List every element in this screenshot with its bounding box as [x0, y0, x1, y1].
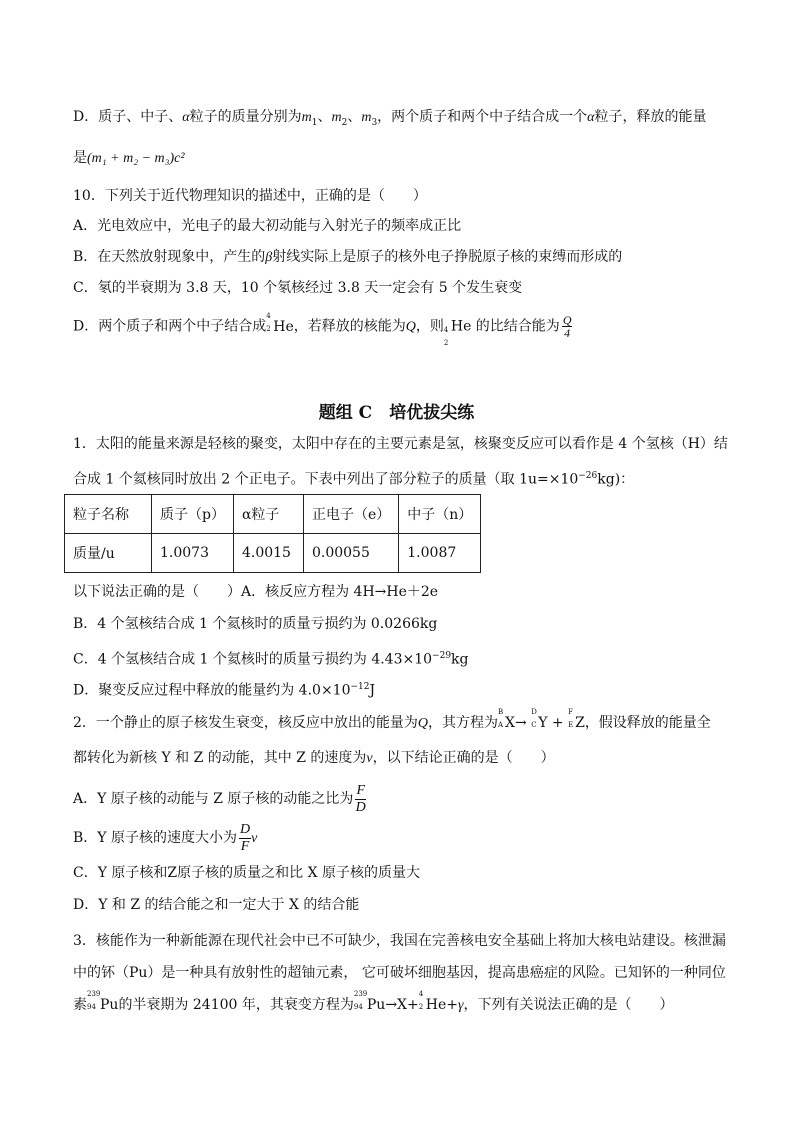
table-header-cell: 粒子名称 — [65, 495, 152, 534]
q10-option-d: D．两个质子和两个中子结合成 4 2 He，若释放的核能为Q，则 4 2 He 的比结合能为 $\frac{Q}{4}$ — [73, 311, 572, 347]
p1-line1: 1．太阳的能量来源是轻核的聚变，太阳中存在的主要元素是氢，核聚变反应可以看作是 4 个氢核（H）结 — [73, 436, 728, 452]
p2-option-d: D．Y 和 Z 的结合能之和一定大于 X 的结合能 — [73, 897, 360, 913]
q10-option-b: B．在天然放射现象中，产生的β射线实际上是原子的核外电子挣脱原子核的束缚而形成的 — [73, 249, 623, 265]
p2-line1: 2．一个静止的原子核发生衰变，核反应中放出的能量为Q，其方程为 B A X→ D C Y + F E Z，假设释放的能量全 — [73, 708, 711, 731]
table-header-cell: 正电子（e） — [303, 495, 398, 534]
p1-line2: 合成 1 个氦核同时放出 2 个正电子。下表中列出了部分粒子的质量（取 $1u=\times 10^{-26}kg$)： — [73, 471, 635, 488]
plutonium-nuclide-2: 239 94 Pu — [353, 990, 386, 1013]
f-over-d-fraction: $\frac{F}{D}$ — [355, 782, 366, 815]
table-header-row — [65, 495, 481, 534]
table-cell: 质量/u — [65, 534, 152, 573]
table-header-cell: 中子（n） — [399, 495, 481, 534]
q10-option-c: C．氡的半衰期为 3.8 天，10 个氡核经过 3.8 天一定会有 5 个发生衰变 — [73, 280, 523, 296]
p3-line2: 中的钚（Pu）是一种具有放射性的超铀元素， 它可破坏细胞基因，提高患癌症的风险。已知钚的一种同位 — [73, 965, 726, 981]
p2-option-c: C．Y 原子核和Z原子核的质量之和比 X 原子核的质量大 — [73, 865, 420, 881]
p1-option-d: D．聚变反应过程中释放的能量约为 $4.0\times 10^{-12}J$ — [73, 682, 376, 699]
helium-nuclide-3: 4 2 He+ — [418, 990, 458, 1013]
table-cell: 1.0087 — [399, 534, 481, 573]
helium-nuclide: 4 2 He — [266, 311, 294, 335]
d-over-f-fraction: $\frac{D}{F}$ — [239, 821, 251, 854]
p1-option-b: B．4 个氢核结合成 1 个氦核时的质量亏损约为 0.0266kg — [73, 616, 438, 632]
plutonium-nuclide: 239 94 Pu — [87, 990, 119, 1013]
nuclide-x: B A X — [498, 708, 515, 731]
energy-formula: (m₁ + m₂ − m₃)c² — [87, 151, 185, 166]
p3-line3: 素 239 94 Pu的半衰期为 24100 年，其衰变方程为 239 94 Pu→X+ 4 2 He+γ，下列有关说法正确的是（ ） — [73, 990, 674, 1013]
table-row — [65, 534, 481, 573]
p1-after-table: 以下说法正确的是（ ）A．核反应方程为 4H→He＋2e — [73, 584, 439, 600]
table-header-cell: α粒子 — [233, 495, 303, 534]
particle-mass-table — [64, 494, 481, 573]
nuclide-z: F E Z — [568, 708, 585, 731]
prev-option-d-line1: D．质子、中子、α粒子的质量分别为$m_1$、$m_2$、$m_3$，两个质子和两个中子结合成一个α粒子，释放的能量 — [73, 109, 707, 128]
p2-option-a: A．Y 原子核的动能与 Z 原子核的动能之比为 $\frac{F}{D}$ — [73, 782, 366, 815]
nuclide-y: D C Y — [531, 708, 548, 731]
q10-stem: 10．下列关于近代物理知识的描述中，正确的是（ ） — [73, 188, 427, 204]
p2-option-b: B．Y 原子核的速度大小为 $\frac{D}{F}$ v — [73, 821, 258, 854]
prev-option-d-line2: 是(m₁ + m₂ − m₃)c² — [73, 150, 185, 166]
section-heading: 题组 C 培优拔尖练 — [318, 403, 475, 423]
q-over-4-fraction: $\frac{Q}{4}$ — [562, 313, 572, 340]
q10-option-a: A．光电效应中，光电子的最大初动能与入射光子的频率成正比 — [73, 218, 462, 234]
p1-option-c: C．4 个氢核结合成 1 个氦核时的质量亏损约为 $4.43\times 10^{-29}kg$ — [73, 651, 469, 668]
table-cell: 4.0015 — [233, 534, 303, 573]
table-cell: 1.0073 — [152, 534, 234, 573]
p3-line1: 3．核能作为一种新能源在现代社会中已不可缺少，我国在完善核电安全基础上将加大核电站建设。核泄漏 — [73, 933, 726, 949]
table-header-cell: 质子（p） — [152, 495, 234, 534]
p2-line2: 都转化为新核 Y 和 Z 的动能，其中 Z 的速度为v，以下结论正确的是（ ） — [73, 750, 555, 766]
table-cell: 0.00055 — [303, 534, 398, 573]
